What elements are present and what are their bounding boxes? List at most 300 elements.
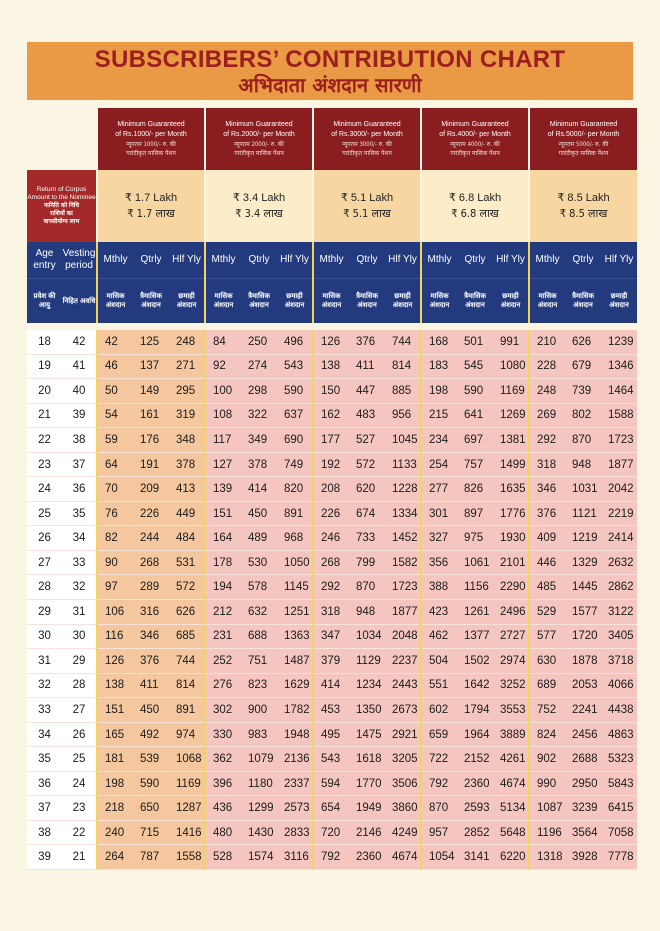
- contribution-cell: 5323: [601, 747, 637, 772]
- contribution-cell: 2241: [565, 698, 601, 723]
- corpus-label: Return of Corpus Amount to the Nominee नामिति को निधि राशियों का वापसीयोग्य लाभ: [27, 170, 97, 242]
- contribution-cell: 379: [313, 649, 349, 674]
- contribution-cell: 1499: [493, 452, 529, 477]
- contribution-cell: 483: [349, 403, 385, 428]
- contribution-cell: 1377: [457, 624, 493, 649]
- contribution-cell: 1234: [349, 673, 385, 698]
- table-row: [27, 526, 637, 551]
- plan-header: Minimum Guaranteed of Rs.1000/- per Month न्यूनतम 1000/- रु. की गारंटीकृत मासिक पेंशन: [97, 108, 205, 170]
- contribution-cell: 948: [349, 600, 385, 625]
- contribution-cell: 891: [169, 698, 205, 723]
- contribution-cell: 376: [349, 330, 385, 354]
- contribution-cell: 92: [205, 354, 241, 379]
- chart-title-hindi: अभिदाता अंशदान सारणी: [238, 73, 422, 97]
- contribution-cell: 2053: [565, 673, 601, 698]
- contribution-cell: 3506: [385, 771, 421, 796]
- contribution-cell: 318: [313, 600, 349, 625]
- vesting-cell: 24: [62, 771, 97, 796]
- corpus-amount: ₹ 6.8 Lakh ₹ 6.8 लाख: [421, 170, 529, 242]
- col-header-mthly-hindi: मासिक अंशदान: [421, 279, 457, 324]
- contribution-cell: 2290: [493, 575, 529, 600]
- contribution-cell: 70: [97, 477, 133, 502]
- contribution-cell: 90: [97, 550, 133, 575]
- age-cell: 22: [27, 428, 62, 453]
- title-banner: [27, 42, 633, 100]
- contribution-cell: 2921: [385, 722, 421, 747]
- corpus-amount: ₹ 5.1 Lakh ₹ 5.1 लाख: [313, 170, 421, 242]
- contribution-cell: 226: [133, 501, 169, 526]
- contribution-cell: 1582: [385, 550, 421, 575]
- contribution-cell: 602: [421, 698, 457, 723]
- contribution-cell: 1877: [601, 452, 637, 477]
- contribution-cell: 650: [133, 796, 169, 821]
- contribution-cell: 527: [349, 428, 385, 453]
- contribution-cell: 198: [421, 379, 457, 404]
- table-row: [27, 501, 637, 526]
- age-cell: 19: [27, 354, 62, 379]
- contribution-cell: 2237: [385, 649, 421, 674]
- contribution-cell: 2101: [493, 550, 529, 575]
- contribution-cell: 346: [133, 624, 169, 649]
- contribution-cell: 1269: [493, 403, 529, 428]
- contribution-cell: 1045: [385, 428, 421, 453]
- contribution-cell: 1261: [457, 600, 493, 625]
- contribution-cell: 2042: [601, 477, 637, 502]
- contribution-cell: 870: [349, 575, 385, 600]
- contribution-cell: 3116: [277, 845, 313, 870]
- col-header-qtrly: Qtrly: [241, 242, 277, 279]
- contribution-cell: 1196: [529, 820, 565, 845]
- contribution-cell: 168: [421, 330, 457, 354]
- age-cell: 36: [27, 771, 62, 796]
- contribution-cell: 1618: [349, 747, 385, 772]
- contribution-cell: 2573: [277, 796, 313, 821]
- contribution-cell: 495: [313, 722, 349, 747]
- contribution-cell: 42: [97, 330, 133, 354]
- contribution-cell: 362: [205, 747, 241, 772]
- contribution-cell: 572: [169, 575, 205, 600]
- contribution-cell: 1720: [565, 624, 601, 649]
- contribution-cell: 151: [97, 698, 133, 723]
- contribution-cell: 968: [277, 526, 313, 551]
- table-row: [27, 403, 637, 428]
- contribution-cell: 50: [97, 379, 133, 404]
- vesting-cell: 22: [62, 820, 97, 845]
- contribution-cell: 7058: [601, 820, 637, 845]
- contribution-cell: 97: [97, 575, 133, 600]
- contribution-cell: 226: [313, 501, 349, 526]
- contribution-cell: 715: [133, 820, 169, 845]
- contribution-cell: 356: [421, 550, 457, 575]
- contribution-cell: 4438: [601, 698, 637, 723]
- contribution-cell: 2136: [277, 747, 313, 772]
- contribution-cell: 414: [241, 477, 277, 502]
- contribution-cell: 414: [313, 673, 349, 698]
- contribution-cell: 269: [529, 403, 565, 428]
- table-row: [27, 575, 637, 600]
- contribution-cell: 545: [457, 354, 493, 379]
- contribution-cell: 248: [529, 379, 565, 404]
- contribution-cell: 3252: [493, 673, 529, 698]
- age-cell: 34: [27, 722, 62, 747]
- contribution-cell: 485: [529, 575, 565, 600]
- table-row: [27, 428, 637, 453]
- plan-header: Minimum Guaranteed of Rs.2000/- per Month न्यूनतम 2000/- रु. की गारंटीकृत मासिक पेंशन: [205, 108, 313, 170]
- contribution-cell: 84: [205, 330, 241, 354]
- contribution-cell: 814: [169, 673, 205, 698]
- contribution-cell: 1079: [241, 747, 277, 772]
- contribution-cell: 376: [133, 649, 169, 674]
- contribution-cell: 1133: [385, 452, 421, 477]
- contribution-cell: 3564: [565, 820, 601, 845]
- col-header-age-hindi: प्रवेश की आयु: [27, 279, 62, 324]
- contribution-cell: 654: [313, 796, 349, 821]
- contribution-cell: 1878: [565, 649, 601, 674]
- table-row: [27, 722, 637, 747]
- contribution-cell: 1588: [601, 403, 637, 428]
- contribution-cell: 690: [277, 428, 313, 453]
- contribution-cell: 198: [97, 771, 133, 796]
- col-header-qtrly-hindi: त्रैमासिक अंशदान: [565, 279, 601, 324]
- contribution-cell: 348: [169, 428, 205, 453]
- age-cell: 33: [27, 698, 62, 723]
- col-header-qtrly: Qtrly: [349, 242, 385, 279]
- contribution-cell: 244: [133, 526, 169, 551]
- contribution-cell: 409: [529, 526, 565, 551]
- contribution-cell: 543: [313, 747, 349, 772]
- contribution-cell: 504: [421, 649, 457, 674]
- contribution-cell: 274: [241, 354, 277, 379]
- contribution-cell: 289: [133, 575, 169, 600]
- contribution-cell: 531: [169, 550, 205, 575]
- table-row: [27, 649, 637, 674]
- contribution-cell: 1299: [241, 796, 277, 821]
- contribution-cell: 139: [205, 477, 241, 502]
- contribution-cell: 1574: [241, 845, 277, 870]
- contribution-cell: 347: [313, 624, 349, 649]
- contribution-cell: 496: [277, 330, 313, 354]
- age-cell: 38: [27, 820, 62, 845]
- contribution-cell: 792: [313, 845, 349, 870]
- contribution-cell: 3405: [601, 624, 637, 649]
- contribution-cell: 632: [241, 600, 277, 625]
- contribution-cell: 183: [421, 354, 457, 379]
- contribution-cell: 209: [133, 477, 169, 502]
- vesting-cell: 26: [62, 722, 97, 747]
- contribution-cell: 276: [205, 673, 241, 698]
- age-cell: 29: [27, 600, 62, 625]
- contribution-cell: 594: [313, 771, 349, 796]
- contribution-cell: 2950: [565, 771, 601, 796]
- contribution-cell: 250: [241, 330, 277, 354]
- vesting-cell: 33: [62, 550, 97, 575]
- contribution-cell: 590: [277, 379, 313, 404]
- contribution-cell: 626: [565, 330, 601, 354]
- vesting-cell: 36: [62, 477, 97, 502]
- contribution-cell: 316: [133, 600, 169, 625]
- contribution-cell: 194: [205, 575, 241, 600]
- corpus-row: [27, 170, 637, 242]
- contribution-cell: 177: [313, 428, 349, 453]
- contribution-cell: 2673: [385, 698, 421, 723]
- contribution-cell: 447: [349, 379, 385, 404]
- contribution-cell: 1949: [349, 796, 385, 821]
- col-header-hlf: Hlf Yly: [169, 242, 205, 279]
- contribution-cell: 991: [493, 330, 529, 354]
- contribution-cell: 551: [421, 673, 457, 698]
- contribution-cell: 117: [205, 428, 241, 453]
- contribution-cell: 697: [457, 428, 493, 453]
- contribution-cell: 346: [529, 477, 565, 502]
- contribution-cell: 116: [97, 624, 133, 649]
- col-header-mthly: Mthly: [421, 242, 457, 279]
- contribution-cell: 138: [97, 673, 133, 698]
- contribution-cell: 5648: [493, 820, 529, 845]
- contribution-cell: 2852: [457, 820, 493, 845]
- contribution-cell: 1169: [493, 379, 529, 404]
- contribution-cell: 3553: [493, 698, 529, 723]
- age-cell: 39: [27, 845, 62, 870]
- col-header-hlf: Hlf Yly: [493, 242, 529, 279]
- contribution-cell: 2727: [493, 624, 529, 649]
- vesting-cell: 39: [62, 403, 97, 428]
- contribution-cell: 2632: [601, 550, 637, 575]
- contribution-cell: 1416: [169, 820, 205, 845]
- contribution-cell: 902: [529, 747, 565, 772]
- contribution-cell: 252: [205, 649, 241, 674]
- chart-title-english: SUBSCRIBERS’ CONTRIBUTION CHART: [94, 46, 566, 73]
- contribution-cell: 3141: [457, 845, 493, 870]
- contribution-cell: 413: [169, 477, 205, 502]
- contribution-cell: 824: [529, 722, 565, 747]
- contribution-cell: 1776: [493, 501, 529, 526]
- contribution-cell: 268: [133, 550, 169, 575]
- contribution-cell: 46: [97, 354, 133, 379]
- contribution-cell: 1329: [565, 550, 601, 575]
- col-header-hlf: Hlf Yly: [601, 242, 637, 279]
- plan-header: Minimum Guaranteed of Rs.5000/- per Month न्यूनतम 5000/- रु. की गारंटीकृत मासिक पेंशन: [529, 108, 637, 170]
- table-row: [27, 452, 637, 477]
- contribution-cell: 100: [205, 379, 241, 404]
- col-header-vesting-hindi: निहित अवधि: [62, 279, 97, 324]
- vesting-cell: 42: [62, 330, 97, 354]
- age-cell: 20: [27, 379, 62, 404]
- contribution-cell: 1877: [385, 600, 421, 625]
- contribution-cell: 376: [529, 501, 565, 526]
- contribution-cell: 1363: [277, 624, 313, 649]
- age-cell: 27: [27, 550, 62, 575]
- col-header-qtrly-hindi: त्रैमासिक अंशदान: [457, 279, 493, 324]
- contribution-cell: 688: [241, 624, 277, 649]
- contribution-cell: 327: [421, 526, 457, 551]
- contribution-cell: 1558: [169, 845, 205, 870]
- contribution-cell: 900: [241, 698, 277, 723]
- contribution-cell: 814: [385, 354, 421, 379]
- vesting-cell: 28: [62, 673, 97, 698]
- contribution-cell: 820: [277, 477, 313, 502]
- contribution-cell: 396: [205, 771, 241, 796]
- age-cell: 25: [27, 501, 62, 526]
- table-row: [27, 600, 637, 625]
- contribution-cell: 1318: [529, 845, 565, 870]
- contribution-cell: 2337: [277, 771, 313, 796]
- contribution-cell: 349: [241, 428, 277, 453]
- plan-header: Minimum Guaranteed of Rs.4000/- per Month न्यूनतम 4000/- रु. की गारंटीकृत मासिक पेंशन: [421, 108, 529, 170]
- col-header-qtrly: Qtrly: [457, 242, 493, 279]
- contribution-cell: 1251: [277, 600, 313, 625]
- contribution-cell: 231: [205, 624, 241, 649]
- contribution-cell: 826: [457, 477, 493, 502]
- contribution-cell: 4674: [385, 845, 421, 870]
- contribution-cell: 501: [457, 330, 493, 354]
- contribution-cell: 620: [349, 477, 385, 502]
- table-row: [27, 330, 637, 354]
- contribution-cell: 787: [133, 845, 169, 870]
- vesting-cell: 37: [62, 452, 97, 477]
- contribution-cell: 590: [457, 379, 493, 404]
- contribution-cell: 1948: [277, 722, 313, 747]
- contribution-cell: 870: [565, 428, 601, 453]
- col-header-mthly-hindi: मासिक अंशदान: [97, 279, 133, 324]
- contribution-cell: 637: [277, 403, 313, 428]
- contribution-cell: 2443: [385, 673, 421, 698]
- contribution-cell: 462: [421, 624, 457, 649]
- contribution-cell: 1129: [349, 649, 385, 674]
- contribution-cell: 484: [169, 526, 205, 551]
- contribution-cell: 1964: [457, 722, 493, 747]
- corpus-amount: ₹ 1.7 Lakh ₹ 1.7 लाख: [97, 170, 205, 242]
- contribution-cell: 302: [205, 698, 241, 723]
- contribution-cell: 956: [385, 403, 421, 428]
- contribution-cell: 1239: [601, 330, 637, 354]
- contribution-cell: 539: [133, 747, 169, 772]
- vesting-cell: 23: [62, 796, 97, 821]
- contribution-cell: 212: [205, 600, 241, 625]
- vesting-cell: 41: [62, 354, 97, 379]
- contribution-table: [27, 108, 637, 870]
- contribution-cell: 378: [169, 452, 205, 477]
- contribution-cell: 802: [565, 403, 601, 428]
- vesting-cell: 31: [62, 600, 97, 625]
- contribution-cell: 301: [421, 501, 457, 526]
- contribution-cell: 757: [457, 452, 493, 477]
- contribution-cell: 1169: [169, 771, 205, 796]
- column-header-row-english: [27, 242, 637, 279]
- contribution-cell: 990: [529, 771, 565, 796]
- col-header-hlf-hindi: छमाही अंशदान: [601, 279, 637, 324]
- col-header-hlf-hindi: छमाही अंशदान: [385, 279, 421, 324]
- vesting-cell: 29: [62, 649, 97, 674]
- contribution-cell: 1430: [241, 820, 277, 845]
- col-header-hlf: Hlf Yly: [385, 242, 421, 279]
- contribution-cell: 192: [313, 452, 349, 477]
- table-row: [27, 379, 637, 404]
- contribution-cell: 162: [313, 403, 349, 428]
- contribution-cell: 2862: [601, 575, 637, 600]
- contribution-cell: 1502: [457, 649, 493, 674]
- contribution-cell: 4863: [601, 722, 637, 747]
- contribution-cell: 1350: [349, 698, 385, 723]
- contribution-cell: 823: [241, 673, 277, 698]
- contribution-cell: 151: [205, 501, 241, 526]
- contribution-cell: 1031: [565, 477, 601, 502]
- age-cell: 37: [27, 796, 62, 821]
- contribution-cell: 744: [169, 649, 205, 674]
- contribution-cell: 480: [205, 820, 241, 845]
- contribution-cell: 1723: [601, 428, 637, 453]
- contribution-cell: 720: [313, 820, 349, 845]
- contribution-cell: 1080: [493, 354, 529, 379]
- corpus-amount: ₹ 8.5 Lakh ₹ 8.5 लाख: [529, 170, 637, 242]
- contribution-cell: 3928: [565, 845, 601, 870]
- contribution-cell: 108: [205, 403, 241, 428]
- contribution-cell: 749: [277, 452, 313, 477]
- contribution-cell: 1475: [349, 722, 385, 747]
- contribution-cell: 630: [529, 649, 565, 674]
- contribution-cell: 378: [241, 452, 277, 477]
- table-row: [27, 845, 637, 870]
- contribution-cell: 1635: [493, 477, 529, 502]
- vesting-cell: 34: [62, 526, 97, 551]
- contribution-cell: 1334: [385, 501, 421, 526]
- contribution-cell: 82: [97, 526, 133, 551]
- col-header-mthly: Mthly: [97, 242, 133, 279]
- contribution-cell: 641: [457, 403, 493, 428]
- contribution-cell: 1050: [277, 550, 313, 575]
- contribution-cell: 1381: [493, 428, 529, 453]
- contribution-cell: 292: [313, 575, 349, 600]
- contribution-cell: 2360: [349, 845, 385, 870]
- contribution-cell: 2152: [457, 747, 493, 772]
- contribution-cell: 543: [277, 354, 313, 379]
- contribution-cell: 218: [97, 796, 133, 821]
- age-cell: 28: [27, 575, 62, 600]
- contribution-cell: 948: [565, 452, 601, 477]
- table-row: [27, 698, 637, 723]
- contribution-cell: 246: [313, 526, 349, 551]
- contribution-cell: 138: [313, 354, 349, 379]
- contribution-cell: 450: [133, 698, 169, 723]
- contribution-cell: 264: [97, 845, 133, 870]
- age-cell: 30: [27, 624, 62, 649]
- contribution-cell: 2414: [601, 526, 637, 551]
- contribution-cell: 127: [205, 452, 241, 477]
- col-header-hlf-hindi: छमाही अंशदान: [493, 279, 529, 324]
- contribution-cell: 295: [169, 379, 205, 404]
- contribution-cell: 292: [529, 428, 565, 453]
- contribution-cell: 739: [565, 379, 601, 404]
- contribution-cell: 3860: [385, 796, 421, 821]
- contribution-cell: 489: [241, 526, 277, 551]
- plan-header: Minimum Guaranteed of Rs.3000/- per Month न्यूनतम 3000/- रु. की गारंटीकृत मासिक पेंशन: [313, 108, 421, 170]
- contribution-cell: 3239: [565, 796, 601, 821]
- contribution-cell: 1346: [601, 354, 637, 379]
- contribution-cell: 4674: [493, 771, 529, 796]
- contribution-cell: 2593: [457, 796, 493, 821]
- vesting-cell: 30: [62, 624, 97, 649]
- vesting-cell: 25: [62, 747, 97, 772]
- contribution-cell: 744: [385, 330, 421, 354]
- vesting-cell: 40: [62, 379, 97, 404]
- age-cell: 26: [27, 526, 62, 551]
- contribution-cell: 449: [169, 501, 205, 526]
- col-header-mthly-hindi: मासिक अंशदान: [205, 279, 241, 324]
- contribution-cell: 492: [133, 722, 169, 747]
- contribution-cell: 137: [133, 354, 169, 379]
- contribution-cell: 388: [421, 575, 457, 600]
- contribution-cell: 234: [421, 428, 457, 453]
- table-row: [27, 820, 637, 845]
